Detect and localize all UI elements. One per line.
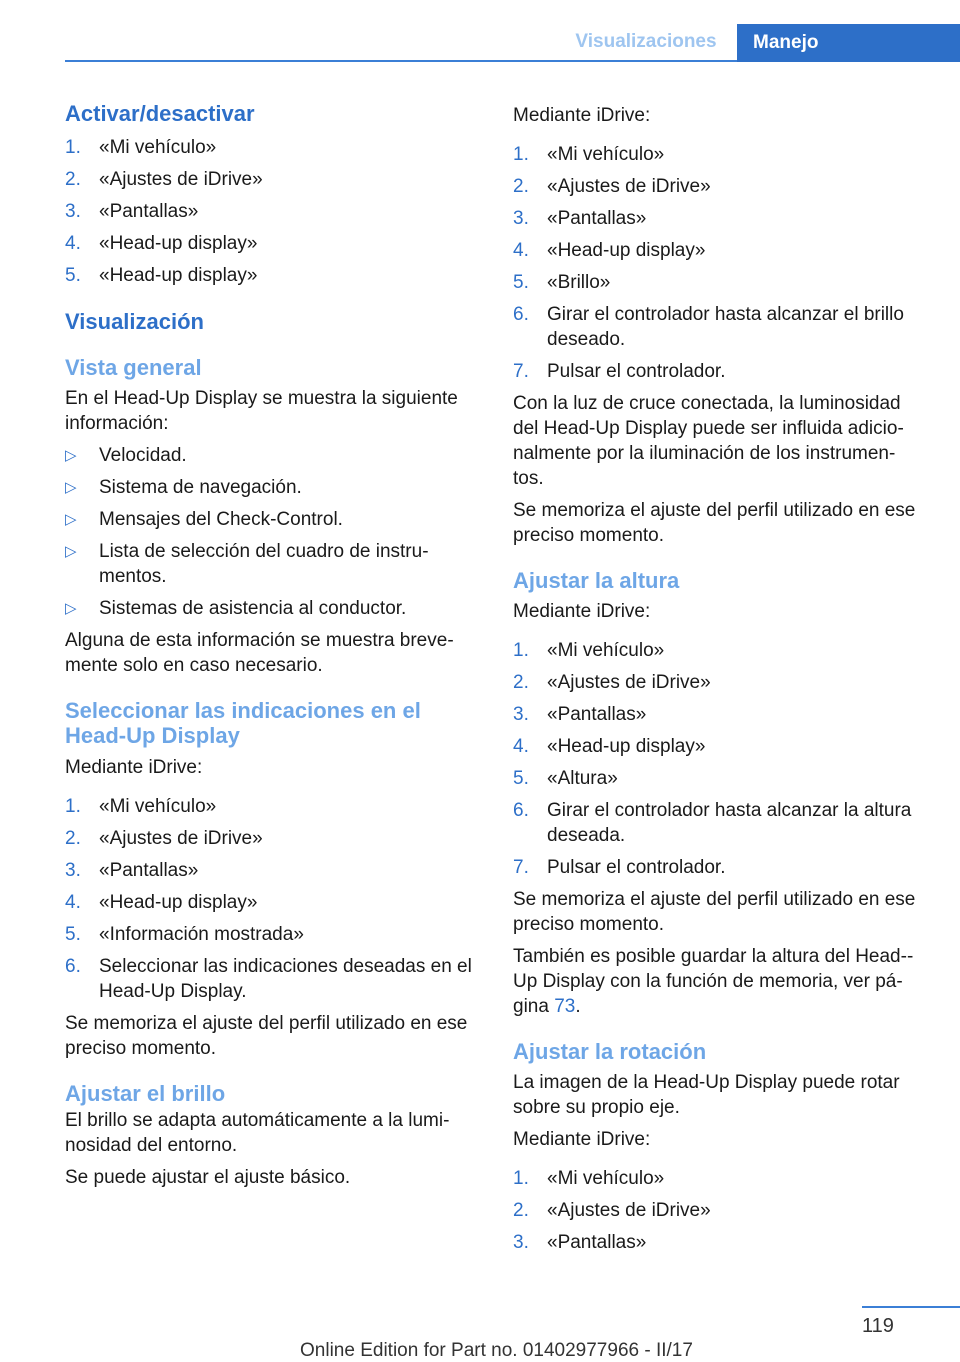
- header-tab-section: Visualizaciones: [575, 31, 717, 52]
- steps-brillo: [513, 142, 923, 384]
- step-number: 7.: [513, 361, 529, 382]
- step-item: [513, 270, 923, 295]
- step-text: «Ajustes de iDrive»: [99, 169, 263, 190]
- step-item: [513, 798, 923, 848]
- steps-rotacion: [513, 1166, 923, 1255]
- step-number: 4.: [65, 233, 81, 254]
- step-item: [513, 702, 923, 727]
- step-item: [65, 199, 475, 224]
- step-number: 5.: [65, 265, 81, 286]
- step-text: «Head-up display»: [547, 240, 706, 261]
- bullet-item: [65, 507, 475, 532]
- step-item: [65, 890, 475, 915]
- triangle-bullet-icon: ▷: [65, 479, 77, 496]
- step-number: 4.: [513, 736, 529, 757]
- step-item: [513, 206, 923, 231]
- footer-edition: Online Edition for Part no. 01402977966 - II/17: [300, 1340, 693, 1361]
- steps-activar: [65, 135, 475, 288]
- step-number: 5.: [65, 924, 81, 945]
- step-text: «Mi vehículo»: [547, 144, 665, 165]
- step-item: [513, 302, 923, 352]
- step-text: «Head-up display»: [99, 265, 258, 286]
- paragraph-selec-intro: Mediante iDrive:: [65, 757, 203, 778]
- step-item: [513, 1166, 923, 1191]
- step-text: «Pantallas»: [99, 201, 199, 222]
- step-number: 6.: [513, 800, 529, 821]
- step-text: «Head-up display»: [547, 736, 706, 757]
- step-number: 4.: [65, 892, 81, 913]
- heading-vista-general: Vista general: [65, 355, 202, 380]
- step-number: 1.: [513, 640, 529, 661]
- step-text: «Pantallas»: [547, 208, 647, 229]
- step-text: «Ajustes de iDrive»: [99, 828, 263, 849]
- step-number: 1.: [65, 137, 81, 158]
- steps-altura: [513, 638, 923, 880]
- bullet-item: [65, 443, 475, 468]
- step-text: Girar el controlador hasta alcanzar el brillo deseado.: [547, 304, 904, 350]
- step-text: «Mi vehículo»: [99, 137, 217, 158]
- heading-visualizacion: Visualización: [65, 309, 204, 334]
- bullet-text: Mensajes del Check-Control.: [99, 509, 343, 530]
- heading-seleccionar: Seleccionar las indicaciones en el Head-Up Display: [65, 698, 421, 748]
- step-number: 3.: [65, 201, 81, 222]
- step-number: 3.: [513, 1232, 529, 1253]
- step-text: «Pantallas»: [99, 860, 199, 881]
- left-column: [65, 100, 475, 1190]
- heading-ajustar-brillo: Ajustar el brillo: [65, 1081, 226, 1106]
- page-link-73[interactable]: 73: [554, 996, 576, 1017]
- step-number: 2.: [65, 828, 81, 849]
- step-text: «Mi vehículo»: [99, 796, 217, 817]
- step-text: «Mi vehículo»: [547, 1168, 665, 1189]
- step-number: 2.: [65, 169, 81, 190]
- step-item: [65, 954, 475, 1004]
- page-number: 119: [862, 1315, 894, 1337]
- bullets-vista: [65, 443, 475, 621]
- heading-ajustar-altura: Ajustar la altura: [513, 568, 680, 593]
- step-text: «Mi vehículo»: [547, 640, 665, 661]
- step-item: [513, 734, 923, 759]
- step-text: «Altura»: [547, 768, 618, 789]
- step-number: 6.: [513, 304, 529, 325]
- step-item: [513, 670, 923, 695]
- paragraph-altura-note-1: Se memoriza el ajuste del perfil utilizado en ese preciso momento.: [513, 889, 916, 935]
- bullet-text: Lista de selección del cuadro de instru-mentos.: [99, 541, 429, 587]
- triangle-bullet-icon: ▷: [65, 447, 77, 464]
- step-number: 3.: [65, 860, 81, 881]
- step-item: [513, 638, 923, 663]
- step-text: «Head-up display»: [99, 892, 258, 913]
- step-number: 3.: [513, 704, 529, 725]
- step-item: [65, 922, 475, 947]
- paragraph-brillo-note-1: Con la luz de cruce conectada, la luminosidad del Head-Up Display puede ser influida adicio-nalmente por la iluminación de los instrumen-tos.: [513, 393, 904, 489]
- step-number: 3.: [513, 208, 529, 229]
- footer-rule: [862, 1306, 960, 1308]
- step-item: [65, 858, 475, 883]
- heading-activar: Activar/desactivar: [65, 101, 255, 126]
- right-column: [513, 100, 923, 1262]
- step-item: [513, 174, 923, 199]
- step-item: [513, 359, 923, 384]
- step-number: 7.: [513, 857, 529, 878]
- step-text: Pulsar el controlador.: [547, 361, 726, 382]
- bullet-item: [65, 539, 475, 589]
- step-number: 1.: [65, 796, 81, 817]
- step-number: 5.: [513, 768, 529, 789]
- step-number: 1.: [513, 144, 529, 165]
- step-text: «Brillo»: [547, 272, 611, 293]
- steps-seleccionar: [65, 794, 475, 1004]
- bullet-item: [65, 596, 475, 621]
- step-text: «Pantallas»: [547, 1232, 647, 1253]
- step-item: [65, 167, 475, 192]
- step-item: [513, 142, 923, 167]
- paragraph-selec-note: Se memoriza el ajuste del perfil utilizado en ese preciso momento.: [65, 1013, 468, 1059]
- step-number: 5.: [513, 272, 529, 293]
- step-text: «Head-up display»: [99, 233, 258, 254]
- altura-note-text: También es posible guardar la altura del Head--Up Display con la función de memoria, ver pá-gina: [513, 946, 914, 1017]
- step-item: [513, 1198, 923, 1223]
- paragraph-brillo-2: Se puede ajustar el ajuste básico.: [65, 1167, 351, 1188]
- paragraph-rotacion-1: La imagen de la Head-Up Display puede rotar sobre su propio eje.: [513, 1072, 900, 1118]
- step-text: Seleccionar las indicaciones deseadas en el Head-Up Display.: [99, 956, 472, 1002]
- step-number: 4.: [513, 240, 529, 261]
- paragraph-altura-note-2: [513, 944, 923, 1019]
- step-item: [513, 766, 923, 791]
- step-text: Pulsar el controlador.: [547, 857, 726, 878]
- triangle-bullet-icon: ▷: [65, 600, 77, 617]
- paragraph-brillo-intro: Mediante iDrive:: [513, 105, 651, 126]
- paragraph-brillo-note-2: Se memoriza el ajuste del perfil utilizado en ese preciso momento.: [513, 500, 916, 546]
- bullet-item: [65, 475, 475, 500]
- bullet-text: Sistemas de asistencia al conductor.: [99, 598, 407, 619]
- paragraph-altura-intro: Mediante iDrive:: [513, 601, 651, 622]
- step-number: 2.: [513, 176, 529, 197]
- triangle-bullet-icon: ▷: [65, 543, 77, 560]
- step-number: 1.: [513, 1168, 529, 1189]
- step-text: «Ajustes de iDrive»: [547, 1200, 711, 1221]
- step-text: «Ajustes de iDrive»: [547, 176, 711, 197]
- step-item: [65, 826, 475, 851]
- header-tab-chapter: Manejo: [737, 24, 960, 62]
- step-item: [513, 855, 923, 880]
- paragraph-rotacion-intro: Mediante iDrive:: [513, 1129, 651, 1150]
- step-number: 6.: [65, 956, 81, 977]
- paragraph-vista-intro: En el Head-Up Display se muestra la siguiente información:: [65, 388, 458, 434]
- paragraph-vista-note: Alguna de esta información se muestra breve-mente solo en caso necesario.: [65, 630, 454, 676]
- bullet-text: Velocidad.: [99, 445, 187, 466]
- bullet-text: Sistema de navegación.: [99, 477, 302, 498]
- step-item: [513, 1230, 923, 1255]
- step-item: [65, 231, 475, 256]
- step-text: «Pantallas»: [547, 704, 647, 725]
- step-item: [65, 263, 475, 288]
- heading-ajustar-rotacion: Ajustar la rotación: [513, 1039, 707, 1064]
- step-text: «Información mostrada»: [99, 924, 304, 945]
- step-item: [65, 135, 475, 160]
- step-number: 2.: [513, 672, 529, 693]
- step-item: [65, 794, 475, 819]
- step-text: «Ajustes de iDrive»: [547, 672, 711, 693]
- step-number: 2.: [513, 1200, 529, 1221]
- step-item: [513, 238, 923, 263]
- step-text: Girar el controlador hasta alcanzar la altura deseada.: [547, 800, 912, 846]
- triangle-bullet-icon: ▷: [65, 511, 77, 528]
- paragraph-brillo-1: El brillo se adapta automáticamente a la lumi-nosidad del entorno.: [65, 1110, 450, 1156]
- altura-note-end: .: [575, 996, 581, 1017]
